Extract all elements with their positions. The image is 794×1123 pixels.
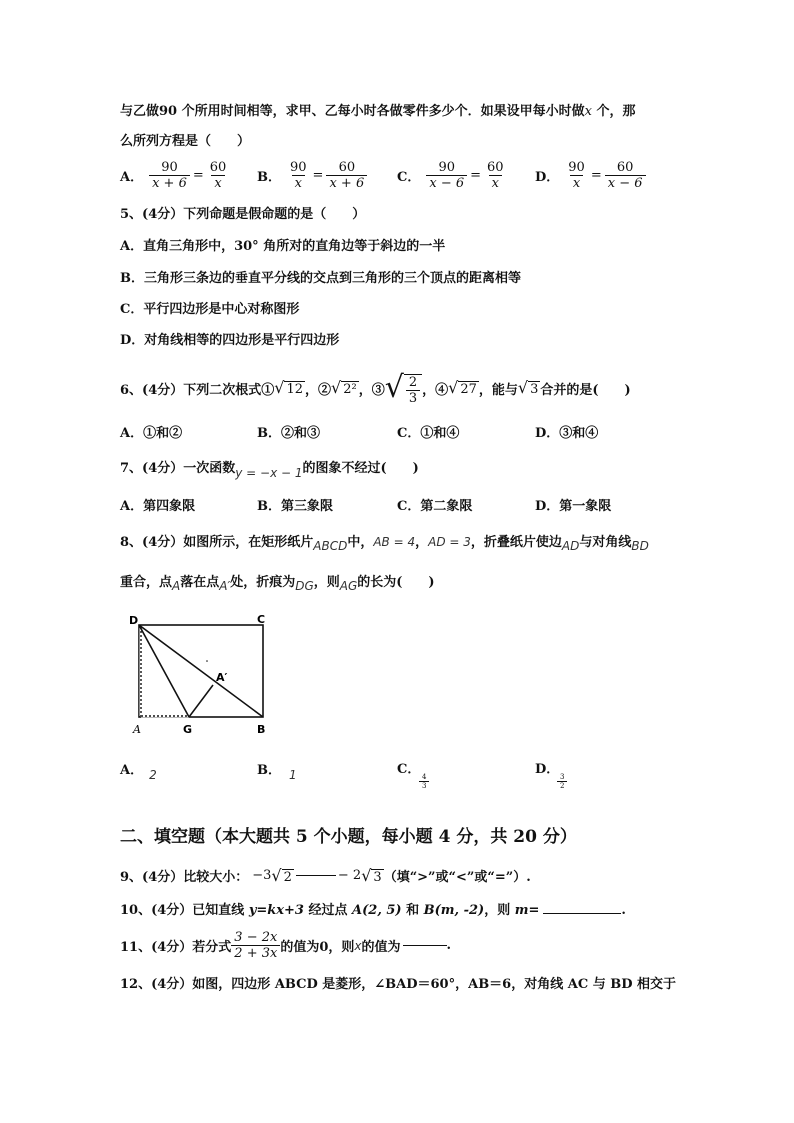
q4-option-a[interactable] bbox=[120, 160, 229, 191]
denominator: 2 + 3x bbox=[231, 945, 280, 961]
q4-line2: 么所列方程是（ ） bbox=[120, 134, 251, 149]
equals: = bbox=[312, 168, 324, 183]
variable-m: m= bbox=[514, 903, 540, 918]
sqrt-27: √ 27 bbox=[448, 378, 477, 397]
radicand: 3 bbox=[373, 869, 382, 885]
option-value: 2 bbox=[149, 768, 157, 782]
label-a: A bbox=[133, 723, 141, 736]
q11-suffix: 的值为 bbox=[361, 940, 401, 955]
equals: = bbox=[192, 168, 204, 183]
numerator: 60 bbox=[338, 160, 356, 175]
option-label: A． bbox=[120, 170, 144, 185]
q9-stem bbox=[120, 866, 531, 885]
text: 中， bbox=[347, 535, 374, 550]
text: ，折叠纸片使边 bbox=[470, 535, 562, 550]
diagonal-bd bbox=[139, 625, 263, 717]
q5-option-d[interactable]: D．对角线相等的四边形是平行四边形 bbox=[120, 333, 340, 348]
fraction bbox=[565, 160, 588, 191]
text: 和 bbox=[401, 903, 424, 918]
line-equation: y=kx+3 bbox=[248, 903, 304, 918]
q11-mid: 的值为0，则 bbox=[280, 940, 355, 955]
q6-option-b[interactable]: B．②和③ bbox=[257, 426, 320, 441]
q4-option-c[interactable] bbox=[397, 160, 507, 191]
q7-option-c[interactable]: C．第二象限 bbox=[397, 499, 473, 514]
text: ，则 bbox=[313, 575, 340, 590]
option-value: 1 bbox=[289, 768, 297, 782]
q4-option-b[interactable] bbox=[257, 160, 367, 191]
denominator: x + 6 bbox=[149, 175, 190, 191]
math: AD = 3 bbox=[428, 535, 471, 549]
q8-option-d[interactable] bbox=[535, 761, 565, 790]
fraction bbox=[287, 160, 310, 191]
text: 的长为( ) bbox=[357, 575, 435, 590]
sqrt-12: √ 12 bbox=[274, 378, 303, 397]
separator: ，② bbox=[305, 382, 332, 398]
q4-option-d[interactable] bbox=[535, 160, 646, 191]
equals: = bbox=[590, 168, 602, 183]
q8-option-a[interactable] bbox=[120, 761, 157, 780]
math: BD bbox=[631, 539, 649, 553]
denominator: x − 6 bbox=[605, 175, 646, 191]
denominator: x bbox=[211, 175, 224, 191]
sqrt-3: √ 3 bbox=[517, 378, 539, 397]
point-b: B(m, -2) bbox=[423, 903, 485, 918]
q7-prefix: 7、(4分）一次函数 bbox=[120, 461, 236, 476]
radicand: 3 bbox=[530, 382, 539, 397]
label-g: G bbox=[183, 723, 193, 736]
q8-stem-line2 bbox=[120, 573, 435, 592]
fraction bbox=[426, 160, 467, 191]
q11-prefix: 11、(4分）若分式 bbox=[120, 940, 232, 955]
sqrt-two-thirds: √ $\frac{2}{3}$ bbox=[385, 370, 422, 406]
q4-line1 bbox=[120, 103, 636, 121]
sqrt-2: √ 2 bbox=[271, 865, 292, 885]
q6-stem bbox=[120, 368, 631, 408]
option-label: D． bbox=[535, 170, 560, 185]
q6-suffix: 合并的是( ) bbox=[540, 382, 631, 398]
numerator: 3 bbox=[560, 773, 565, 781]
q5-option-a[interactable]: A．直角三角形中，30° 角所对的直角边等于斜边的一半 bbox=[120, 239, 446, 254]
radicand: 27 bbox=[460, 382, 477, 397]
crease-dg bbox=[139, 625, 189, 717]
text: 落在点 bbox=[180, 575, 220, 590]
option-label: A． bbox=[120, 763, 144, 778]
q6-option-d[interactable]: D．③和④ bbox=[535, 426, 599, 441]
q7-stem bbox=[120, 459, 419, 478]
fraction bbox=[207, 160, 230, 191]
fraction bbox=[419, 773, 429, 790]
option-label: B． bbox=[257, 763, 281, 778]
denominator: x + 6 bbox=[326, 175, 367, 191]
text: . bbox=[621, 903, 626, 918]
q5-stem: 5、(4分）下列命题是假命题的是（ ） bbox=[120, 207, 366, 222]
text: 处，折痕为 bbox=[230, 575, 296, 590]
option-label: C． bbox=[397, 170, 421, 185]
coefficient: −3 bbox=[252, 868, 272, 883]
numerator: 3 − 2x bbox=[234, 930, 278, 945]
numerator: 90 bbox=[568, 160, 585, 175]
denominator: 3 bbox=[406, 390, 420, 406]
q4-line1-end: 个，那 bbox=[591, 104, 636, 119]
q7-suffix: 的图象不经过( ) bbox=[302, 461, 419, 476]
text: ，则 bbox=[484, 903, 515, 918]
option-label: C． bbox=[397, 762, 421, 777]
point-a: A(2, 5) bbox=[352, 903, 402, 918]
numerator: 90 bbox=[290, 160, 307, 175]
radicand: 2 bbox=[283, 869, 292, 885]
numerator: 90 bbox=[438, 160, 456, 175]
coefficient: − 2 bbox=[337, 868, 362, 883]
sqrt-2-squared: √ 2² bbox=[331, 378, 357, 397]
answer-blank[interactable] bbox=[296, 875, 336, 876]
math: A′ bbox=[219, 579, 231, 593]
q6-prefix: 6、(4分）下列二次根式① bbox=[120, 382, 275, 398]
equals: = bbox=[470, 168, 482, 183]
q7-option-a[interactable]: A．第四象限 bbox=[120, 499, 196, 514]
answer-blank[interactable] bbox=[543, 913, 621, 914]
math: AD bbox=[561, 539, 580, 553]
q8-option-b[interactable] bbox=[257, 761, 297, 780]
sqrt-3: √ 3 bbox=[361, 865, 382, 885]
label-b: B bbox=[257, 723, 266, 736]
text: ， bbox=[415, 535, 429, 550]
fraction bbox=[484, 160, 507, 191]
denominator: x bbox=[292, 175, 305, 191]
text: 8、(4分）如图所示，在矩形纸片 bbox=[120, 535, 314, 550]
math: ABCD bbox=[313, 539, 348, 553]
text: 经过点 bbox=[303, 903, 353, 918]
label-d: D bbox=[129, 615, 139, 627]
q4-var-x: x bbox=[584, 104, 592, 119]
radicand: 12 bbox=[286, 382, 303, 397]
q4-line1-text: 与乙做90 个所用时间相等，求甲、乙每小时各做零件多少个．如果设甲每小时做 bbox=[120, 104, 585, 119]
q11-stem bbox=[120, 930, 451, 961]
q10-stem bbox=[120, 902, 626, 920]
segment-ga-prime bbox=[189, 685, 213, 717]
q8-stem-line1 bbox=[120, 533, 649, 552]
fraction bbox=[149, 160, 190, 191]
option-label: B． bbox=[257, 170, 281, 185]
text: 与对角线 bbox=[579, 535, 632, 550]
q7-option-d[interactable]: D．第一象限 bbox=[535, 499, 612, 514]
dot bbox=[206, 660, 208, 662]
numerator: 60 bbox=[487, 160, 504, 175]
q9-suffix: （填“>”或“<”或“=”）. bbox=[383, 870, 531, 885]
q7-function: y = −x − 1 bbox=[235, 466, 303, 480]
numerator: 2 bbox=[408, 375, 418, 390]
separator: ，④ bbox=[422, 382, 449, 398]
q6-option-a[interactable]: A．①和② bbox=[120, 426, 183, 441]
q12-stem: 12、(4分）如图，四边形 ABCD 是菱形，∠BAD＝60°，AB＝6，对角线 AC 与 BD 相交于 bbox=[120, 977, 677, 992]
q6-mid: ，能与 bbox=[478, 382, 518, 398]
q8-rectangle-figure bbox=[125, 615, 285, 740]
q8-option-c[interactable] bbox=[397, 761, 427, 790]
numerator: 90 bbox=[161, 160, 178, 175]
label-a-prime: A′ bbox=[216, 671, 228, 684]
denominator: 2 bbox=[557, 781, 567, 790]
numerator: 4 bbox=[422, 773, 427, 781]
q9-prefix: 9、(4分）比较大小： bbox=[120, 870, 249, 885]
fraction bbox=[326, 160, 367, 191]
answer-blank[interactable] bbox=[403, 945, 447, 946]
text: 重合，点 bbox=[120, 575, 173, 590]
q7-option-b[interactable]: B．第三象限 bbox=[257, 499, 333, 514]
q5-option-c[interactable]: C．平行四边形是中心对称图形 bbox=[120, 302, 300, 317]
fraction bbox=[605, 160, 646, 191]
fraction bbox=[557, 773, 567, 790]
section-heading-fill-in: 二、填空题（本大题共 5 个小题，每小题 4 分，共 20 分） bbox=[120, 827, 577, 847]
math: AB = 4 bbox=[373, 535, 416, 549]
math: DG bbox=[295, 579, 314, 593]
numerator: 60 bbox=[616, 160, 634, 175]
fraction bbox=[231, 930, 280, 961]
text: 10、(4分）已知直线 bbox=[120, 903, 249, 918]
math: AG bbox=[339, 579, 358, 593]
separator: ，③ bbox=[358, 382, 385, 398]
radicand: 2² bbox=[343, 382, 357, 397]
numerator: 60 bbox=[209, 160, 227, 175]
label-c: C bbox=[257, 615, 266, 626]
option-label: D． bbox=[535, 762, 560, 777]
q11-end: . bbox=[446, 938, 452, 953]
q5-option-b[interactable]: B．三角形三条边的垂直平分线的交点到三角形的三个顶点的距离相等 bbox=[120, 271, 521, 286]
q6-option-c[interactable]: C．①和④ bbox=[397, 426, 460, 441]
denominator: 3 bbox=[419, 781, 429, 790]
denominator: x bbox=[570, 175, 583, 191]
variable-x: x bbox=[354, 938, 362, 953]
denominator: x bbox=[489, 175, 502, 191]
math: A bbox=[172, 579, 181, 593]
denominator: x − 6 bbox=[426, 175, 467, 191]
